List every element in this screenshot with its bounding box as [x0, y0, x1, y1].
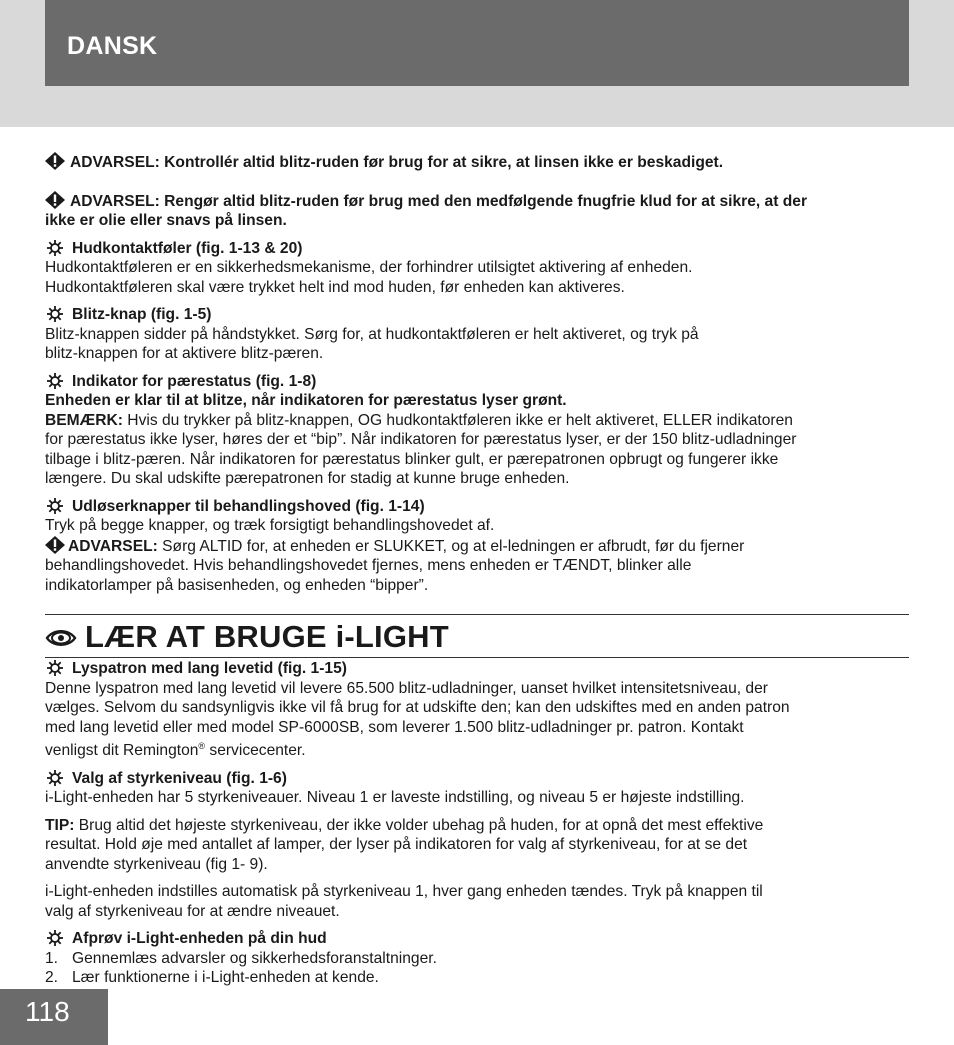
body-line: Hudkontaktføleren skal være trykket helt ind mod huden, før enheden kan aktiveres.: [45, 278, 625, 296]
sun-bullet-icon: [47, 498, 63, 514]
sun-bullet-icon: [47, 240, 63, 256]
body-line: længere. Du skal udskifte pærepatronen for stadig at kunne bruge enheden.: [45, 470, 570, 487]
warning-text: Kontrollér altid blitz-ruden før brug for at sikre, at linsen ikke er beskadiget.: [164, 154, 724, 171]
body-line: Brug altid det højeste styrkeniveau, der ikke volder ubehag på huden, for at opnå det mest effektive: [74, 816, 764, 834]
body-line: vælges. Selvom du sandsynligvis ikke vil få brug for at udskifte den; kan den udskiftes med en anden patron: [45, 699, 790, 716]
feature-heading: Hudkontaktføler (fig. 1-13 & 20): [72, 239, 303, 257]
body-line: i-Light-enheden har 5 styrkeniveauer. Niveau 1 er laveste indstilling, og niveau 5 er højeste indstilling.: [45, 789, 745, 807]
body-line: behandlingshovedet. Hvis behandlingshovedet fjernes, mens enheden er TÆNDT, blinker alle: [45, 557, 692, 574]
body-line: Denne lyspatron med lang levetid vil levere 65.500 blitz-udladninger, uanset hvilket intensitetsniveau, der: [45, 679, 768, 697]
feature-heading: Udløserknapper til behandlingshoved (fig. 1-14): [72, 497, 425, 515]
feature-heading: Valg af styrkeniveau (fig. 1-6): [72, 769, 287, 787]
warning-2: [45, 191, 909, 231]
feature-heading: Indikator for pærestatus (fig. 1-8): [72, 372, 317, 390]
feature-indikator: [45, 372, 909, 489]
list-number: 1.: [45, 949, 59, 967]
section-rule-bottom: [45, 657, 909, 658]
feature-heading: Lyspatron med lang levetid (fig. 1-15): [72, 660, 347, 677]
learn-lyspatron: [45, 659, 909, 761]
warning-1: [45, 152, 909, 173]
sun-bullet-icon: [47, 770, 63, 786]
list-text: Lær funktionerne i i-Light-enheden at kende.: [72, 969, 379, 987]
feature-heading: Afprøv i-Light-enheden på din hud: [72, 930, 327, 948]
body-line: resultat. Hold øje med antallet af lamper, der lyser på indikatoren for valg af styrkeniveau, for at se det: [45, 836, 748, 854]
learn-afproev: [45, 929, 909, 949]
body-line: Sørg ALTID for, at enheden er SLUKKET, og at el-ledningen er afbrudt, før du fjerner: [157, 537, 745, 555]
feature-heading: Blitz-knap (fig. 1-5): [72, 306, 212, 323]
body-line: indikatorlamper på basisenheden, og enheden “bipper”.: [45, 576, 429, 594]
learn-auto: [45, 882, 909, 921]
sun-bullet-icon: [47, 306, 63, 322]
body-line: i-Light-enheden indstilles automatisk på styrkeniveau 1, hver gang enheden tændes. Tryk på knappen til: [45, 883, 763, 901]
list-item: [45, 968, 909, 988]
learn-tip: [45, 816, 909, 875]
tip-label: TIP:: [45, 816, 75, 834]
list-text: Gennemlæs advarsler og sikkerhedsforanstaltninger.: [72, 949, 437, 967]
page-number-box: [0, 989, 108, 1045]
body-line: valg af styrkeniveau for at ændre niveauet.: [45, 902, 340, 920]
feature-udloser: [45, 497, 909, 596]
body-line: Hvis du trykker på blitz-knappen, OG hudkontaktføleren ikke er helt aktiveret, ELLER indikatoren: [122, 411, 793, 429]
list-number: 2.: [45, 969, 59, 987]
body-line: anvendte styrkeniveau (fig 1- 9).: [45, 855, 268, 873]
body-line: Tryk på begge knapper, og træk forsigtigt behandlingshovedet af.: [45, 517, 495, 534]
learn-styrke: [45, 769, 909, 808]
language-title: DANSK: [67, 32, 158, 60]
content: [45, 152, 909, 988]
body-line: med lang levetid eller med model SP-6000SB, som leverer 1.500 blitz-udladninger pr. patron. Kontakt: [45, 718, 744, 736]
registered-mark: ®: [198, 741, 206, 751]
body-line: Blitz-knappen sidder på håndstykket. Sørg for, at hudkontaktføleren er helt aktiveret, og tryk på: [45, 325, 699, 343]
body-line: tilbage i blitz-pæren. Når indikatoren for pærestatus blinker gult, er pærepatronen opbrugt og fungerer ikke: [45, 450, 779, 468]
warning-icon: [45, 536, 65, 554]
eye-icon: [45, 627, 77, 649]
body-line: blitz-knappen for at aktivere blitz-pæren.: [45, 345, 324, 362]
page-number: 118: [25, 996, 70, 1027]
warning-text: Rengør altid blitz-ruden før brug med den medfølgende fnugfrie klud for at sikre, at der: [164, 192, 808, 210]
list-item: [45, 949, 909, 969]
header-bar: [45, 0, 909, 86]
warning-label: ADVARSEL:: [68, 537, 158, 555]
section-title-text: LÆR AT BRUGE i-LIGHT: [85, 619, 449, 654]
body-line: servicecenter.: [205, 742, 306, 760]
body-line: for pærestatus ikke lyser, høres der et “bip”. Når indikatoren for pærestatus lyser, er der 150 blitz-udladninger: [45, 431, 797, 448]
body-line: venligst dit Remington: [45, 742, 199, 760]
warning-icon: [45, 191, 65, 209]
body-line-bold: Enheden er klar til at blitze, når indikatoren for pærestatus lyser grønt.: [45, 392, 567, 409]
section-title: [45, 615, 909, 657]
sun-bullet-icon: [47, 930, 63, 946]
sun-bullet-icon: [47, 373, 63, 389]
feature-hudkontakt: [45, 239, 909, 298]
warning-icon: [45, 152, 65, 170]
warning-label: ADVARSEL:: [70, 154, 160, 171]
body-line: Hudkontaktføleren er en sikkerhedsmekanisme, der forhindrer utilsigtet aktivering af enheden.: [45, 259, 693, 276]
feature-blitzknap: [45, 305, 909, 364]
warning-text-cont: ikke er olie eller snavs på linsen.: [45, 212, 287, 229]
sun-bullet-icon: [47, 660, 63, 676]
warning-label: ADVARSEL:: [70, 192, 160, 210]
note-label: BEMÆRK:: [45, 411, 123, 429]
